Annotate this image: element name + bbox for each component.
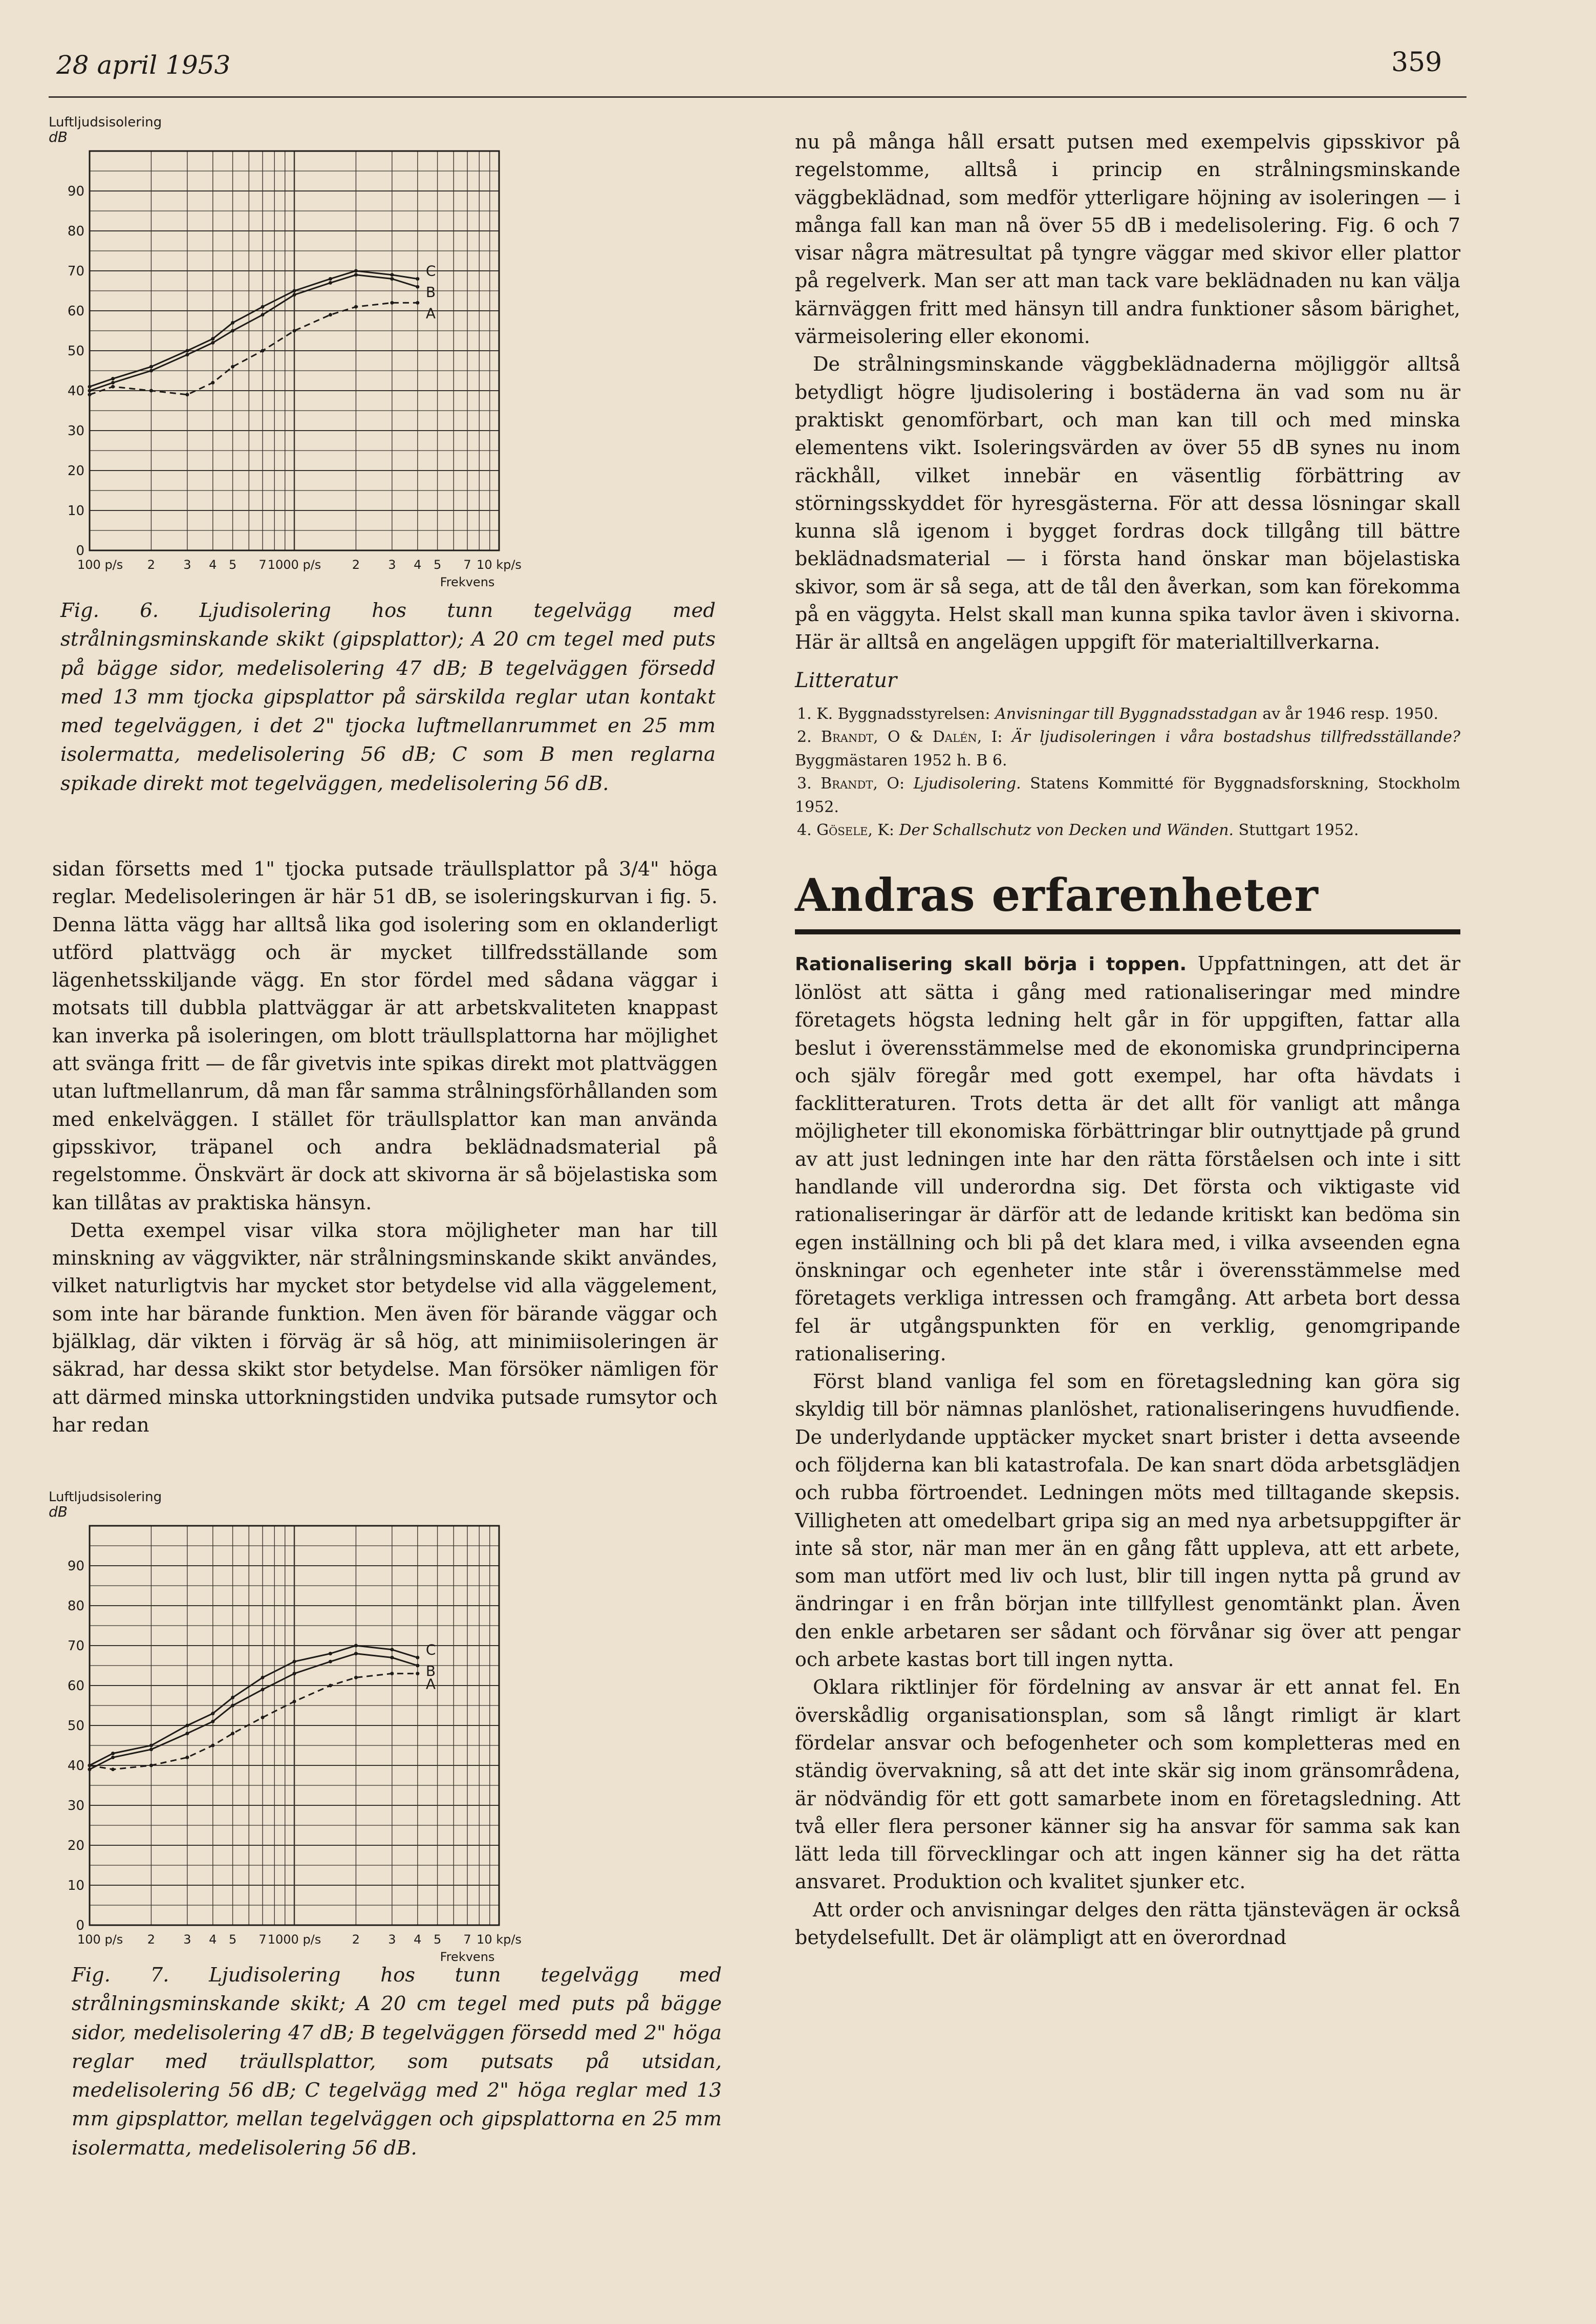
right-column	[795, 128, 1460, 1951]
data-point-C	[261, 1676, 265, 1679]
x-axis-label: Frekvens	[440, 1950, 495, 1964]
y-tick-label: 0	[76, 543, 84, 559]
y-tick-label: 40	[67, 1758, 84, 1774]
series-label-C: C	[425, 1641, 436, 1658]
data-point-C	[390, 1648, 394, 1651]
data-point-C	[329, 1652, 332, 1655]
data-point-B	[211, 1720, 214, 1723]
data-point-A	[231, 1732, 234, 1735]
series-label-B: B	[425, 284, 436, 301]
figure-7-svg	[49, 1490, 560, 1971]
data-point-C	[211, 337, 214, 340]
data-point-B	[390, 1656, 394, 1659]
y-tick-label: 20	[67, 1838, 84, 1853]
data-point-A	[416, 1672, 419, 1675]
data-point-A	[329, 313, 332, 316]
series-label-B: B	[425, 1662, 436, 1679]
data-point-A	[354, 1676, 358, 1679]
data-point-C	[416, 277, 419, 281]
data-point-C	[185, 349, 189, 353]
y-tick-label: 30	[67, 1798, 84, 1814]
x-tick-label: 4	[209, 558, 217, 572]
x-tick-label: 1000 p/s	[267, 558, 321, 572]
right-paragraph-2: De strålningsminskande väggbeklädnaderna möjliggör alltså betydligt högre ljudisolering i bostäderna än vad som nu är praktiskt genomförbart, och man kan till och med minska elementens vikt. Isoleringsvärden av över 55 dB synes nu inom räckhåll, vilket innebär en väsentlig förbättring av störningsskyddet för hyresgästerna. För att dessa lösningar skall kunna slå igenom i bygget fordras dock tillgång till bättre beklädnadsmaterial — i första hand önskar man böjelastiska skivor, som är så sega, att de tål den åverkan, som kan förekomma på en väggyta. Helst skall man kunna spika tavlor även i skivorna. Här är alltså en angelägen uppgift för materialtillverkarna.	[795, 353, 1460, 654]
data-point-B	[88, 389, 92, 393]
data-point-B	[149, 369, 153, 373]
data-point-C	[185, 1724, 189, 1728]
literature-heading: Litteratur	[795, 668, 897, 692]
x-tick-label: 7	[463, 558, 471, 572]
data-point-C	[88, 1764, 92, 1767]
data-point-B	[293, 293, 296, 296]
x-tick-label: 10 kp/s	[477, 1932, 522, 1947]
y-tick-label: 10	[67, 1878, 84, 1893]
data-point-B	[149, 1747, 153, 1751]
y-axis-unit: dB	[49, 129, 68, 145]
data-point-C	[211, 1712, 214, 1715]
x-tick-label: 10 kp/s	[477, 558, 522, 572]
data-point-B	[111, 1756, 115, 1759]
y-axis-unit: dB	[49, 1503, 68, 1520]
data-point-A	[261, 349, 265, 353]
x-tick-label: 7	[463, 1932, 471, 1947]
series-line-A	[90, 1674, 418, 1769]
y-axis-label: Luftljudsisolering	[49, 1489, 162, 1505]
x-tick-label: 5	[433, 1932, 442, 1947]
y-tick-label: 70	[67, 264, 84, 279]
y-tick-label: 20	[67, 463, 84, 479]
y-tick-label: 10	[67, 503, 84, 519]
data-point-B	[261, 1688, 265, 1691]
data-point-B	[88, 1767, 92, 1771]
data-point-B	[354, 1652, 358, 1655]
x-tick-label: 5	[228, 1932, 237, 1947]
y-tick-label: 0	[76, 1918, 84, 1933]
data-point-C	[390, 273, 394, 276]
issue-date: 28 april 1953	[56, 50, 231, 80]
y-tick-label: 90	[67, 184, 84, 199]
header-rule	[49, 96, 1466, 98]
x-tick-label: 100 p/s	[77, 558, 123, 572]
y-tick-label: 40	[67, 383, 84, 399]
figure-7-caption: Fig. 7. Ljudisolering hos tunn tegelvägg med strålningsminskande skikt; A 20 cm tegel med puts på bägge sidor, medelisolering 47 dB; B tegelväggen försedd med 2" höga reglar med träullsplattor, som putsats på utsidan, medelisolering 56 dB; C tegelvägg med 2" höga reglar med 13 mm gipsplattor, mellan tegelväggen och gipsplattorna en 25 mm isolermatta, medelisolering 56 dB.	[72, 1964, 722, 2160]
data-point-B	[185, 1732, 189, 1735]
reference-item: 4. Gösele, K: Der Schallschutz von Decken und Wänden. Stuttgart 1952.	[797, 821, 1359, 840]
figure-6-chart	[49, 115, 560, 602]
data-point-C	[149, 1744, 153, 1747]
data-point-C	[231, 1696, 234, 1699]
x-tick-label: 4	[209, 1932, 217, 1947]
x-tick-label: 3	[388, 1932, 396, 1947]
reference-item: 3. Brandt, O: Ljudisolering. Statens Kommitté för Byggnadsforskning, Stockholm 1952.	[795, 775, 1460, 816]
x-tick-label: 3	[183, 558, 191, 572]
data-point-C	[354, 269, 358, 273]
series-line-B	[90, 1654, 418, 1769]
data-point-C	[293, 289, 296, 293]
y-tick-label: 70	[67, 1638, 84, 1654]
data-point-A	[261, 1716, 265, 1719]
reference-list	[795, 702, 1460, 842]
reference-item: 1. K. Byggnadsstyrelsen: Anvisningar till Byggnadsstadgan av år 1946 resp. 1950.	[797, 705, 1438, 723]
section-paragraph-1: Rationalisering skall börja i toppen. Uppfattningen, att det är lönlöst att sätta i gång med rationaliseringar med mindre företagets högsta ledning helt går in för uppgiften, fattar alla beslut i överensstämmelse med de ekonomiska grundprinciperna och själv föregår med gott exempel, har ofta hävdats i facklitteraturen. Trots detta är det allt för vanligt att många möjligheter till ekonomiska förbättringar blir outnyttjade på grund av att just ledningen inte har den rätta förståelsen och inte i sitt handlande vill underordna sig. Det första och viktigaste vid rationaliseringar är därför att de ledande kritiskt kan bedöma sin egen inställning och bli på det klara med, i vilka avseenden egna önskningar och egenheter inte står i överensstämmelse med företagets verkliga intressen och framgång. Att arbeta bort dessa fel är utgångspunkten för en verklig, genomgripande rationalisering.	[795, 952, 1460, 1365]
left-paragraph-2: Detta exempel visar vilka stora möjligheter man har till minskning av väggvikter, när strålningsminskande skikt användes, vilket naturligtvis har mycket stor betydelse vid alla väggelement, som inte har bärande funktion. Men även för bärande väggar och bjälklag, där vikten i förväg är så hög, att minimiisoleringen är säkrad, har dessa skikt stor betydelse. Man försöker nämligen för att därmed minska uttorkningstiden undvika putsade rumsytor och har redan	[52, 1219, 718, 1436]
data-point-C	[354, 1644, 358, 1648]
data-point-A	[329, 1684, 332, 1688]
lead-heading: Rationalisering skall börja i toppen.	[795, 953, 1187, 975]
data-point-A	[111, 1767, 115, 1771]
data-point-A	[293, 329, 296, 333]
y-tick-label: 80	[67, 224, 84, 239]
data-point-A	[88, 393, 92, 396]
x-tick-label: 2	[352, 558, 360, 572]
series-label-A: A	[425, 1675, 436, 1693]
data-point-B	[416, 1664, 419, 1668]
x-tick-label: 1000 p/s	[267, 1932, 321, 1947]
y-tick-label: 60	[67, 1678, 84, 1694]
y-tick-label: 60	[67, 304, 84, 319]
data-point-B	[390, 277, 394, 281]
data-point-B	[293, 1672, 296, 1675]
x-tick-label: 2	[147, 1932, 156, 1947]
series-label-A: A	[425, 305, 436, 322]
data-point-B	[261, 313, 265, 316]
page-number: 359	[1391, 47, 1442, 78]
section-title: Andras erfarenheter	[795, 868, 1319, 922]
y-tick-label: 90	[67, 1559, 84, 1574]
x-tick-label: 3	[388, 558, 396, 572]
x-axis-label: Frekvens	[440, 575, 495, 589]
data-point-B	[231, 1704, 234, 1708]
data-point-A	[185, 393, 189, 396]
left-paragraph-1: sidan försetts med 1" tjocka putsade träullsplattor på 3/4" höga reglar. Medelisoleringen är här 51 dB, se isoleringskurvan i fig. 5. Denna lätta vägg har alltså lika god isolering som en oklanderligt utförd plattvägg och är mycket tillfredsställande som lägenhetsskiljande vägg. En stor fördel med sådana väggar i motsats till dubbla plattväggar är att arbetskvaliteten knappast kan inverka på isoleringen, om blott träullsplattorna har möjlighet att svänga fritt — de får givetvis inte spikas direkt mot plattväggen utan luftmellanrum, då man får samma strålningsförhållanden som med enkelväggen. I stället för träullsplattor kan man använda gipsskivor, träpanel och andra beklädnadsmaterial på regelstomme. Önskvärt är dock att skivorna är så böjelastiska som kan tillåtas av praktiska hänsyn.	[52, 858, 718, 1214]
data-point-A	[293, 1700, 296, 1703]
y-axis-label: Luftljudsisolering	[49, 115, 162, 130]
section-paragraph-3: Oklara riktlinjer för fördelning av ansvar är ett annat fel. En överskådlig organisationsplan, som så långt rimligt är klart fördelar ansvar och befogenheter och som kompletteras med en ständig övervakning, så att det inte skär sig inom gränsområdena, är nödvändig för ett gott samarbete inom en företagsledning. Att två eller flera personer känner sig ha ansvar för samma sak kan lätt leda till förvecklingar och att ingen känner sig ha det rätta ansvaret. Produktion och kvalitet sjunker etc.	[795, 1676, 1460, 1893]
section-rule	[795, 929, 1460, 934]
x-tick-label: 7	[258, 1932, 267, 1947]
series-line-A	[90, 303, 418, 394]
data-point-A	[416, 301, 419, 305]
data-point-B	[211, 341, 214, 345]
right-paragraph-1: nu på många håll ersatt putsen med exempelvis gipsskivor på regelstomme, alltså i princip en strålningsminskande väggbeklädnad, som medför ytterligare höjning av isoleringen — i många fall kan man nå över 55 dB i medelisolering. Fig. 6 och 7 visar några mätresultat på tyngre väggar med skivor eller plattor på regelverk. Man ser att man tack vare beklädnaden nu kan välja kärnväggen fritt med hänsyn till andra funktioner såsom bärighet, värmeisolering eller ekonomi.	[795, 131, 1460, 348]
data-point-A	[149, 1764, 153, 1767]
figure-6-svg	[49, 115, 560, 602]
reference-item: 2. Brandt, O & Dalén, I: Är ljudisoleringen i våra bostadshus tillfredsställande? Byggmästaren 1952 h. B 6.	[795, 728, 1460, 770]
left-column-text	[52, 855, 718, 1439]
x-tick-label: 100 p/s	[77, 1932, 123, 1947]
data-point-A	[390, 1672, 394, 1675]
series-label-C: C	[425, 262, 436, 280]
y-tick-label: 50	[67, 1718, 84, 1734]
data-point-A	[111, 385, 115, 389]
data-point-B	[231, 329, 234, 333]
data-point-B	[111, 381, 115, 385]
section-paragraph-4: Att order och anvisningar delges den rätta tjänstevägen är också betydelsefullt. Det är olämpligt att en överordnad	[795, 1898, 1460, 1949]
x-tick-label: 4	[414, 1932, 422, 1947]
data-point-B	[416, 285, 419, 289]
y-tick-label: 80	[67, 1598, 84, 1614]
data-point-B	[329, 281, 332, 285]
y-tick-label: 30	[67, 423, 84, 439]
data-point-C	[261, 305, 265, 309]
x-tick-label: 4	[414, 558, 422, 572]
data-point-A	[354, 305, 358, 309]
data-point-A	[211, 1744, 214, 1747]
x-tick-label: 7	[258, 558, 267, 572]
data-point-B	[185, 353, 189, 356]
data-point-C	[416, 1656, 419, 1659]
data-point-A	[231, 365, 234, 369]
data-point-C	[111, 377, 115, 380]
section-paragraph-2: Först bland vanliga fel som en företagsledning kan göra sig skyldig till bör nämnas planlöshet, rationaliseringens huvudfiende. De underlydande upptäcker mycket snart brister i detta avseende och följderna kan bli katastrofala. De kan snart döda arbetsglädjen och rubba förtroendet. Ledningen möts med tilltagande skepsis. Villigheten att omedelbart gripa sig an med nya arbetsuppgifter är inte så stor, när man mer än en gång fått uppleva, att ett arbete, som man utfört med liv och lust, blir till ingen nytta på grund av ändringar i en från början inte tillfyllest genomtänkt plan. Även den enkle arbetaren ser sådant och förvånar sig över att pengar och arbete kastas bort till ingen nytta.	[795, 1370, 1460, 1671]
x-tick-label: 3	[183, 1932, 191, 1947]
data-point-A	[390, 301, 394, 305]
x-tick-label: 2	[147, 558, 156, 572]
series-line-B	[90, 275, 418, 391]
data-point-C	[293, 1660, 296, 1664]
data-point-A	[185, 1756, 189, 1759]
data-point-C	[111, 1752, 115, 1755]
data-point-B	[329, 1660, 332, 1664]
data-point-C	[329, 277, 332, 281]
x-tick-label: 2	[352, 1932, 360, 1947]
data-point-C	[88, 385, 92, 389]
series-line-C	[90, 271, 418, 387]
data-point-A	[149, 389, 153, 393]
figure-7-chart	[49, 1490, 560, 1971]
data-point-A	[211, 381, 214, 385]
x-tick-label: 5	[433, 558, 442, 572]
data-point-B	[354, 273, 358, 276]
data-point-C	[231, 321, 234, 325]
figure-6-caption: Fig. 6. Ljudisolering hos tunn tegelvägg med strålningsminskande skikt (gipsplattor); A 20 cm tegel med puts på bägge sidor, medelisolering 47 dB; B tegelväggen försedd med 13 mm tjocka gipsplattor på särskilda reglar utan kontakt med tegelväggen, i det 2" tjocka luftmellanrummet en 25 mm isolermatta, medelisolering 56 dB; C som B men reglarna spikade direkt mot tegelväggen, medelisolering 56 dB.	[60, 599, 716, 795]
data-point-C	[149, 365, 153, 369]
y-tick-label: 50	[67, 344, 84, 359]
x-tick-label: 5	[228, 558, 237, 572]
